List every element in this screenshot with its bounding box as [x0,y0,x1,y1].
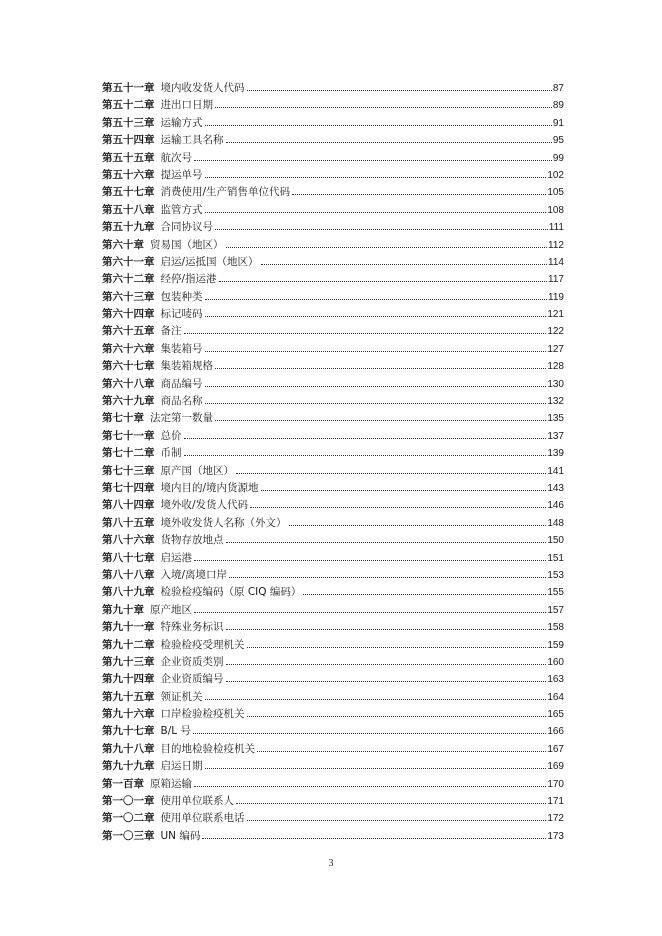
toc-chapter-label: 第六十七章 [102,360,155,373]
toc-page-number: 160 [547,656,564,668]
toc-chapter-label: 第八十六章 [102,534,155,547]
toc-page-number: 150 [547,535,564,547]
toc-page-number: 167 [547,743,564,755]
toc-chapter-label: 第七十章 [102,412,144,425]
toc-chapter-label: 第一〇二章 [102,812,155,825]
dot-leader [261,489,547,491]
toc-entry-title: 境内目的/境内货源地 [160,481,259,494]
toc-chapter-label: 第九十八章 [102,742,155,755]
dot-leader [194,559,546,561]
toc-entry[interactable] [102,654,564,671]
toc-entry-title: 集装箱规格 [160,360,213,373]
toc-page-number: 141 [547,465,564,477]
toc-chapter-label: 第五十二章 [102,99,155,112]
toc-chapter-label: 第五十一章 [102,82,155,94]
toc-entry-title: 法定第一数量 [150,412,213,425]
dot-leader [205,698,547,700]
toc-entry-title: 启运港 [160,551,192,564]
toc-page-number: 155 [547,587,564,599]
dot-leader [289,524,547,526]
toc-entry[interactable] [102,463,564,480]
dot-leader [247,89,552,91]
toc-entry[interactable] [102,828,564,845]
toc-chapter-label: 第八十五章 [102,516,155,529]
toc-page-number: 111 [548,222,564,234]
toc-entry-title: 货物存放地点 [160,534,224,547]
toc-page-number: 122 [547,326,564,338]
toc-chapter-label: 第九十四章 [102,673,155,686]
toc-page-number: 165 [547,709,564,721]
dot-leader [205,315,547,317]
toc-entry-title: 原产国（地区） [160,464,234,477]
dot-leader [219,280,548,282]
toc-chapter-label: 第九十五章 [102,690,155,703]
toc-page-number: 166 [547,726,564,738]
toc-entry[interactable] [102,80,564,97]
toc-entry-title: 币制 [160,447,182,460]
toc-entry-title: B/L 号 [160,725,191,738]
toc-entry[interactable] [102,584,564,601]
toc-page-number: 121 [547,309,564,321]
toc-entry[interactable] [102,602,564,619]
toc-entry-title: 入境/离境口岸 [160,568,228,581]
toc-chapter-label: 第六十五章 [102,325,155,338]
toc-entry[interactable] [102,219,564,236]
toc-entry[interactable] [102,619,564,636]
toc-chapter-label: 第九十九章 [102,760,155,773]
dot-leader [226,246,548,248]
toc-chapter-label: 第五十四章 [102,134,155,147]
toc-entry[interactable] [102,550,564,567]
dot-leader [229,576,546,578]
dot-leader [184,332,547,334]
toc-entry-title: 运输方式 [160,116,203,129]
toc-entry[interactable] [102,706,564,723]
toc-entry[interactable] [102,150,564,167]
toc-chapter-label: 第八十九章 [102,586,155,599]
dot-leader [205,124,552,126]
dot-leader [247,646,547,648]
toc-entry[interactable] [102,776,564,793]
toc-chapter-label: 第一〇一章 [102,795,155,808]
dot-leader [257,750,546,752]
toc-chapter-label: 第六十一章 [102,255,155,268]
dot-leader [205,298,548,300]
toc-entry-title: 监管方式 [160,203,203,216]
toc-page-number: 171 [547,796,564,808]
dot-leader [250,506,546,508]
toc-entry[interactable] [102,741,564,758]
dot-leader [226,541,547,543]
toc-entry-title: UN 编码 [160,829,201,842]
toc-entry[interactable] [102,480,564,497]
dot-leader [205,385,547,387]
toc-entry[interactable] [102,97,564,114]
toc-entry-title: 境外收/发货人代码 [160,499,249,512]
toc-entry-title: 进出口日期 [160,99,213,112]
dot-leader [226,680,547,682]
toc-page-number: 108 [547,204,564,216]
dot-leader [261,263,548,265]
toc-entry[interactable] [102,428,564,445]
toc-page-number: 151 [547,552,564,564]
toc-entry[interactable] [102,358,564,375]
toc-entry[interactable] [102,689,564,706]
toc-entry-title: 启运日期 [160,760,203,773]
toc-page-number: 102 [547,169,564,181]
toc-entry-title: 总价 [160,429,182,442]
toc-chapter-label: 第五十三章 [102,116,155,129]
toc-page-number: 139 [547,448,564,460]
toc-chapter-label: 第九十一章 [102,621,155,634]
dot-leader [193,732,546,734]
toc-chapter-label: 第八十八章 [102,568,155,581]
toc-entry-title: 航次号 [160,151,192,164]
toc-chapter-label: 第九十章 [102,603,144,616]
dot-leader [184,437,547,439]
dot-leader [205,402,547,404]
dot-leader [226,628,547,630]
toc-chapter-label: 第六十八章 [102,377,155,390]
toc-entry-title: 贸易国（地区） [150,238,224,251]
dot-leader [205,767,547,769]
toc-page-number: 95 [552,135,564,147]
toc-page-number: 135 [547,413,564,425]
dot-leader [205,211,547,213]
dot-leader [205,176,547,178]
toc-entry[interactable] [102,671,564,688]
toc-entry-title: 合同协议号 [160,221,213,234]
toc-entry[interactable] [102,758,564,775]
toc-chapter-label: 第五十六章 [102,168,155,181]
toc-page-number: 159 [547,639,564,651]
toc-entry[interactable] [102,515,564,532]
toc-chapter-label: 第七十三章 [102,464,155,477]
dot-leader [194,611,546,613]
toc-page-number: 173 [547,830,564,842]
toc-entry-title: 包装种类 [160,290,203,303]
toc-entry[interactable] [102,793,564,810]
toc-chapter-label: 第五十九章 [102,221,155,234]
toc-entry[interactable] [102,167,564,184]
toc-chapter-label: 第五十七章 [102,186,155,199]
dot-leader [236,802,546,804]
dot-leader [303,593,546,595]
toc-entry-title: 检验检疫受理机关 [160,638,245,651]
toc-entry-title: 备注 [160,325,182,338]
toc-entry-title: 启运/运抵国（地区） [160,255,259,268]
toc-entry[interactable] [102,567,564,584]
toc-entry[interactable] [102,376,564,393]
toc-page-number: 91 [552,117,564,129]
toc-entry-title: 经停/指运港 [160,273,217,286]
dot-leader [215,228,548,230]
toc-chapter-label: 第五十五章 [102,151,155,164]
toc-page-number: 112 [548,239,564,251]
dot-leader [184,454,547,456]
toc-entry[interactable] [102,115,564,132]
toc-chapter-label: 第五十八章 [102,203,155,216]
toc-page-number: 164 [547,691,564,703]
toc-entry-title: 消费使用/生产销售单位代码 [160,186,291,199]
dot-leader [202,837,546,839]
toc-entry-title: 提运单号 [160,168,203,181]
toc-page-number: 87 [552,83,564,94]
toc-page-number: 143 [547,482,564,494]
toc-chapter-label: 第一〇三章 [102,829,155,842]
toc-entry-title: 商品编号 [160,377,203,390]
dot-leader [194,785,546,787]
toc-page-number: 172 [547,813,564,825]
toc-chapter-label: 第六十二章 [102,273,155,286]
toc-page-number: 137 [547,430,564,442]
toc-page-number: 89 [552,100,564,112]
toc-page-number: 114 [548,256,564,268]
toc-entry[interactable] [102,237,564,254]
toc-page-number: 117 [548,274,564,286]
toc-entry[interactable] [102,132,564,149]
toc-entry[interactable] [102,323,564,340]
dot-leader [215,367,546,369]
toc-entry[interactable] [102,254,564,271]
dot-leader [215,106,552,108]
toc-page-number: 105 [547,187,564,199]
toc-page-number: 128 [547,361,564,373]
toc-page-number: 99 [552,152,564,164]
toc-entry[interactable] [102,184,564,201]
dot-leader [247,819,547,821]
toc-chapter-label: 第六十章 [102,238,144,251]
toc-page-number: 170 [547,778,564,790]
toc-chapter-label: 第六十九章 [102,395,155,408]
dot-leader [194,159,552,161]
toc-entry[interactable] [102,341,564,358]
toc-entry-title: 领证机关 [160,690,203,703]
toc-entry-title: 商品名称 [160,395,203,408]
toc-chapter-label: 第八十七章 [102,551,155,564]
toc-page-number: 119 [548,291,564,303]
toc-entry-title: 境外收发货人名称（外文） [160,516,287,529]
toc-entry-title: 企业资质类别 [160,655,224,668]
toc-entry-title: 境内收发货人代码 [160,82,245,94]
toc-entry-title: 使用单位联系人 [160,795,234,808]
toc-chapter-label: 第一百章 [102,777,144,790]
toc-page-number: 130 [547,378,564,390]
dot-leader [205,350,547,352]
toc-entry[interactable] [102,637,564,654]
toc-entry[interactable] [102,497,564,514]
toc-chapter-label: 第七十一章 [102,429,155,442]
toc-entry-title: 原箱运输 [150,777,192,790]
toc-page-number: 146 [547,500,564,512]
toc-page-number: 157 [547,604,564,616]
table-of-contents [102,80,564,845]
toc-chapter-label: 第九十六章 [102,708,155,721]
dot-leader [247,715,547,717]
toc-chapter-label: 第七十四章 [102,481,155,494]
toc-chapter-label: 第九十二章 [102,638,155,651]
toc-page-number: 163 [547,674,564,686]
toc-entry-title: 使用单位联系电话 [160,812,245,825]
page-number: 3 [328,858,334,869]
toc-entry-title: 原产地区 [150,603,192,616]
toc-page-number: 169 [547,761,564,773]
toc-chapter-label: 第九十七章 [102,725,155,738]
toc-chapter-label: 第六十四章 [102,308,155,321]
toc-entry-title: 目的地检验检疫机关 [160,742,255,755]
toc-chapter-label: 第九十三章 [102,655,155,668]
dot-leader [226,141,552,143]
toc-page-number: 153 [547,569,564,581]
toc-entry[interactable] [102,410,564,427]
toc-page-number: 127 [547,343,564,355]
toc-entry-title: 标记唛码 [160,308,203,321]
toc-entry[interactable] [102,445,564,462]
toc-entry[interactable] [102,393,564,410]
dot-leader [292,193,546,195]
toc-page-number: 132 [547,396,564,408]
toc-entry[interactable] [102,271,564,288]
toc-chapter-label: 第六十六章 [102,342,155,355]
toc-entry[interactable] [102,810,564,827]
toc-chapter-label: 第八十四章 [102,499,155,512]
toc-entry[interactable] [102,532,564,549]
toc-page-number: 158 [547,622,564,634]
toc-entry[interactable] [102,723,564,740]
dot-leader [215,419,546,421]
toc-chapter-label: 第六十三章 [102,290,155,303]
dot-leader [226,663,547,665]
toc-entry-title: 特殊业务标识 [160,621,224,634]
toc-page-number: 148 [547,517,564,529]
toc-chapter-label: 第七十二章 [102,447,155,460]
toc-entry-title: 企业资质编号 [160,673,224,686]
toc-entry-title: 集装箱号 [160,342,203,355]
toc-entry-title: 运输工具名称 [160,134,224,147]
toc-entry[interactable] [102,202,564,219]
toc-entry-title: 口岸检验检疫机关 [160,708,245,721]
toc-entry[interactable] [102,306,564,323]
toc-entry[interactable] [102,289,564,306]
toc-entry-title: 检验检疫编码（原 CIQ 编码） [160,586,302,599]
dot-leader [236,472,546,474]
